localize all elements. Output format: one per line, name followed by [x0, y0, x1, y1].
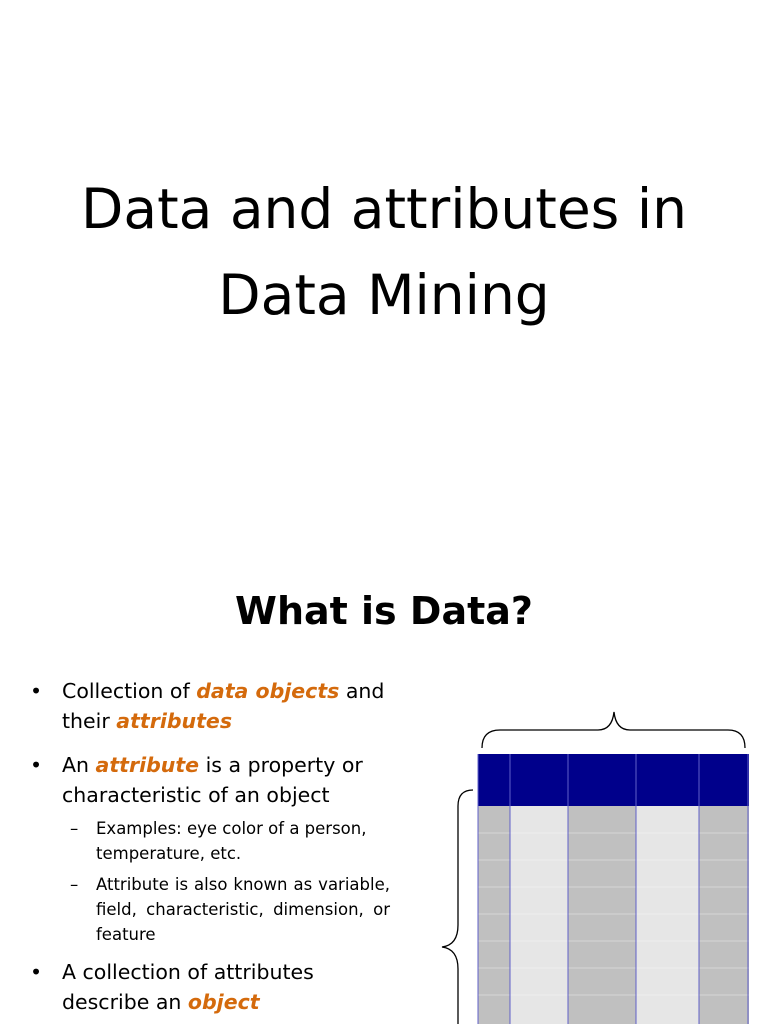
emphasis-data-objects: data objects [196, 679, 340, 703]
bullet-item-data-objects [30, 676, 390, 736]
bullet-list [30, 676, 390, 1031]
sub-bullet-aliases [30, 872, 390, 947]
bullet-text: A collection of attributes describe an [62, 960, 314, 1014]
bullet-glyph: • [30, 960, 43, 984]
section-title: What is Data? [235, 589, 533, 633]
title-line-1: Data and attributes in [81, 177, 687, 241]
table-column-5 [699, 806, 749, 1024]
dash-glyph: – [70, 875, 79, 894]
objects-brace [442, 790, 473, 1024]
table-row-lines [478, 833, 749, 995]
emphasis-attributes: attributes [116, 709, 233, 733]
bullet-text: and their [62, 679, 385, 733]
table-column-3 [568, 806, 636, 1024]
emphasis-object: object [187, 990, 260, 1014]
dash-glyph: – [70, 819, 79, 838]
sub-bullet-text: Examples: eye color of a person, temperature, etc. [96, 819, 367, 863]
slide-title [0, 166, 768, 338]
bullet-glyph: • [30, 753, 43, 777]
table-column-dividers [478, 754, 748, 1024]
table-column-1 [478, 806, 510, 1024]
bullet-text: Collection of [62, 679, 197, 703]
table-column-4 [636, 806, 699, 1024]
bullet-text: An [62, 753, 96, 777]
bullet-text: is a property or characteristic of an object [62, 753, 363, 807]
attributes-brace [482, 712, 745, 748]
emphasis-attribute: attribute [95, 753, 200, 777]
sub-bullet-examples [30, 816, 390, 866]
bullet-glyph: • [30, 679, 43, 703]
sub-bullet-text: Attribute is also known as variable, field, characteristic, dimension, or feature [96, 875, 390, 944]
bullet-item-attribute [30, 750, 390, 810]
bullet-item-object [30, 957, 390, 1017]
table-header [478, 754, 749, 806]
title-line-2: Data Mining [218, 263, 550, 327]
table-column-2 [510, 806, 568, 1024]
